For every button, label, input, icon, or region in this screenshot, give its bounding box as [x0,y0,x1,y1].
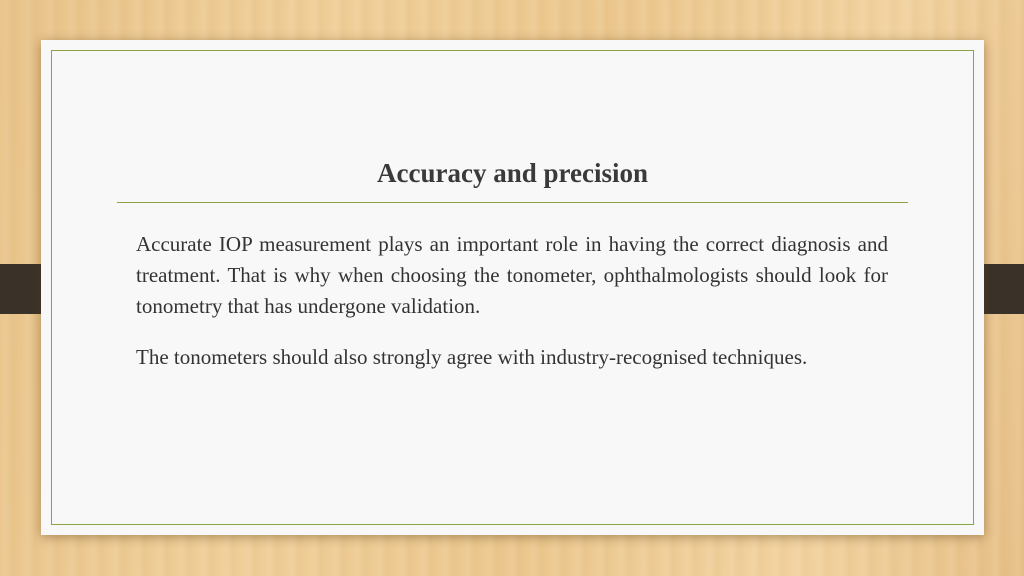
title-divider [117,202,908,203]
body-paragraph-2: The tonometers should also strongly agree with industry-recognised techniques. [136,345,808,369]
body-paragraph-1: Accurate IOP measurement plays an important role in having the correct diagnosis and treatment. That is why when choosing the tonometer, ophthalmologists should look for tonometry that has undergone validation. [136,232,888,318]
slide-title: Accuracy and precision [377,158,648,188]
slide-body [136,229,888,393]
slide-card [41,40,984,535]
